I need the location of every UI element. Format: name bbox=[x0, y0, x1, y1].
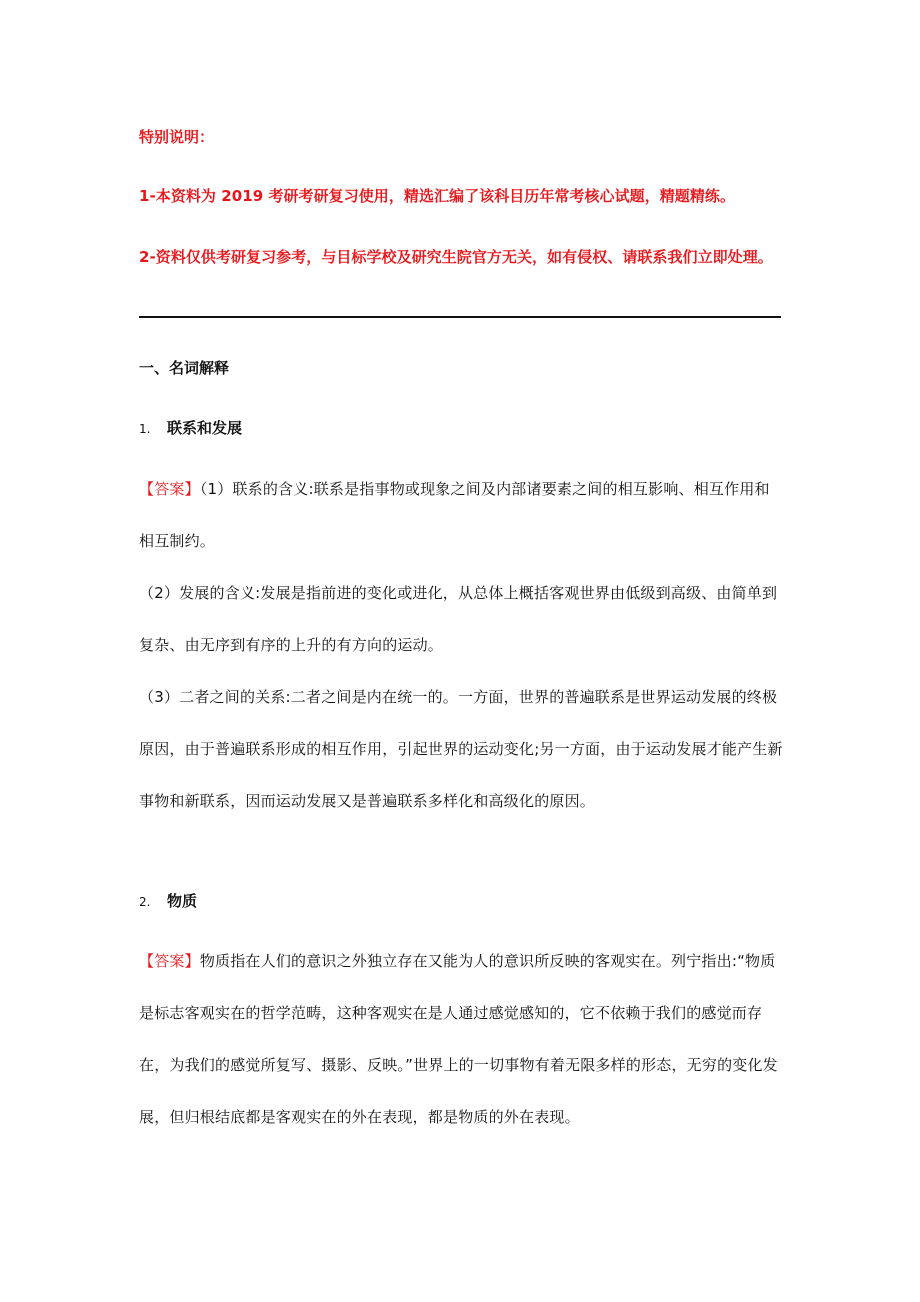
answer-text: 物质指在人们的意识之外独立存在又能为人的意识所反映的客观实在。列宁指出:“物质是标志客观实在的哲学范畴，这种客观实在是人通过感觉感知的，它不依赖于我们的感觉而存在，为我们的感觉所复写、摄影、反映。”世界上的一切事物有着无限多样的形态，无穷的变化发展，但归根结底都是客观实在的外在表现，都是物质的外在表现。 bbox=[139, 952, 778, 1126]
section-title: 一、名词解释 bbox=[139, 359, 230, 377]
notice-title: 特别说明： bbox=[139, 128, 215, 146]
answer-tag: 【答案】 bbox=[139, 952, 200, 970]
answer-text: （1）联系的含义:联系是指事物或现象之间及内部诸要素之间的相互影响、相互作用和相互制约。 bbox=[139, 480, 770, 550]
item-title: 联系和发展 bbox=[167, 419, 243, 437]
notice-line-1: 1-本资料为 2019 考研考研复习使用，精选汇编了该科目历年常考核心试题，精题精练。 bbox=[139, 187, 736, 205]
item-heading-1 bbox=[139, 417, 242, 440]
answer-paragraph bbox=[139, 567, 784, 671]
item-number: 1. bbox=[139, 422, 151, 436]
answer-text: （3）二者之间的关系:二者之间是内在统一的。一方面，世界的普遍联系是世界运动发展的终极原因，由于普遍联系形成的相互作用，引起世界的运动变化;另一方面，由于运动发展才能产生新事物和新联系，因而运动发展又是普遍联系多样化和高级化的原因。 bbox=[139, 688, 783, 810]
item-heading-2 bbox=[139, 890, 197, 913]
answer-text: （2）发展的含义:发展是指前进的变化或进化，从总体上概括客观世界由低级到高级、由简单到复杂、由无序到有序的上升的有方向的运动。 bbox=[139, 584, 778, 654]
answer-tag: 【答案】 bbox=[139, 480, 200, 498]
answer-paragraph bbox=[139, 935, 784, 1143]
answer-paragraph bbox=[139, 671, 784, 827]
notice-line-2: 2-资料仅供考研复习参考，与目标学校及研究生院官方无关，如有侵权、请联系我们立即处理。 bbox=[139, 248, 773, 266]
divider-line bbox=[139, 316, 781, 318]
answer-paragraph bbox=[139, 463, 784, 567]
item-title: 物质 bbox=[167, 892, 198, 910]
item-number: 2. bbox=[139, 895, 151, 909]
